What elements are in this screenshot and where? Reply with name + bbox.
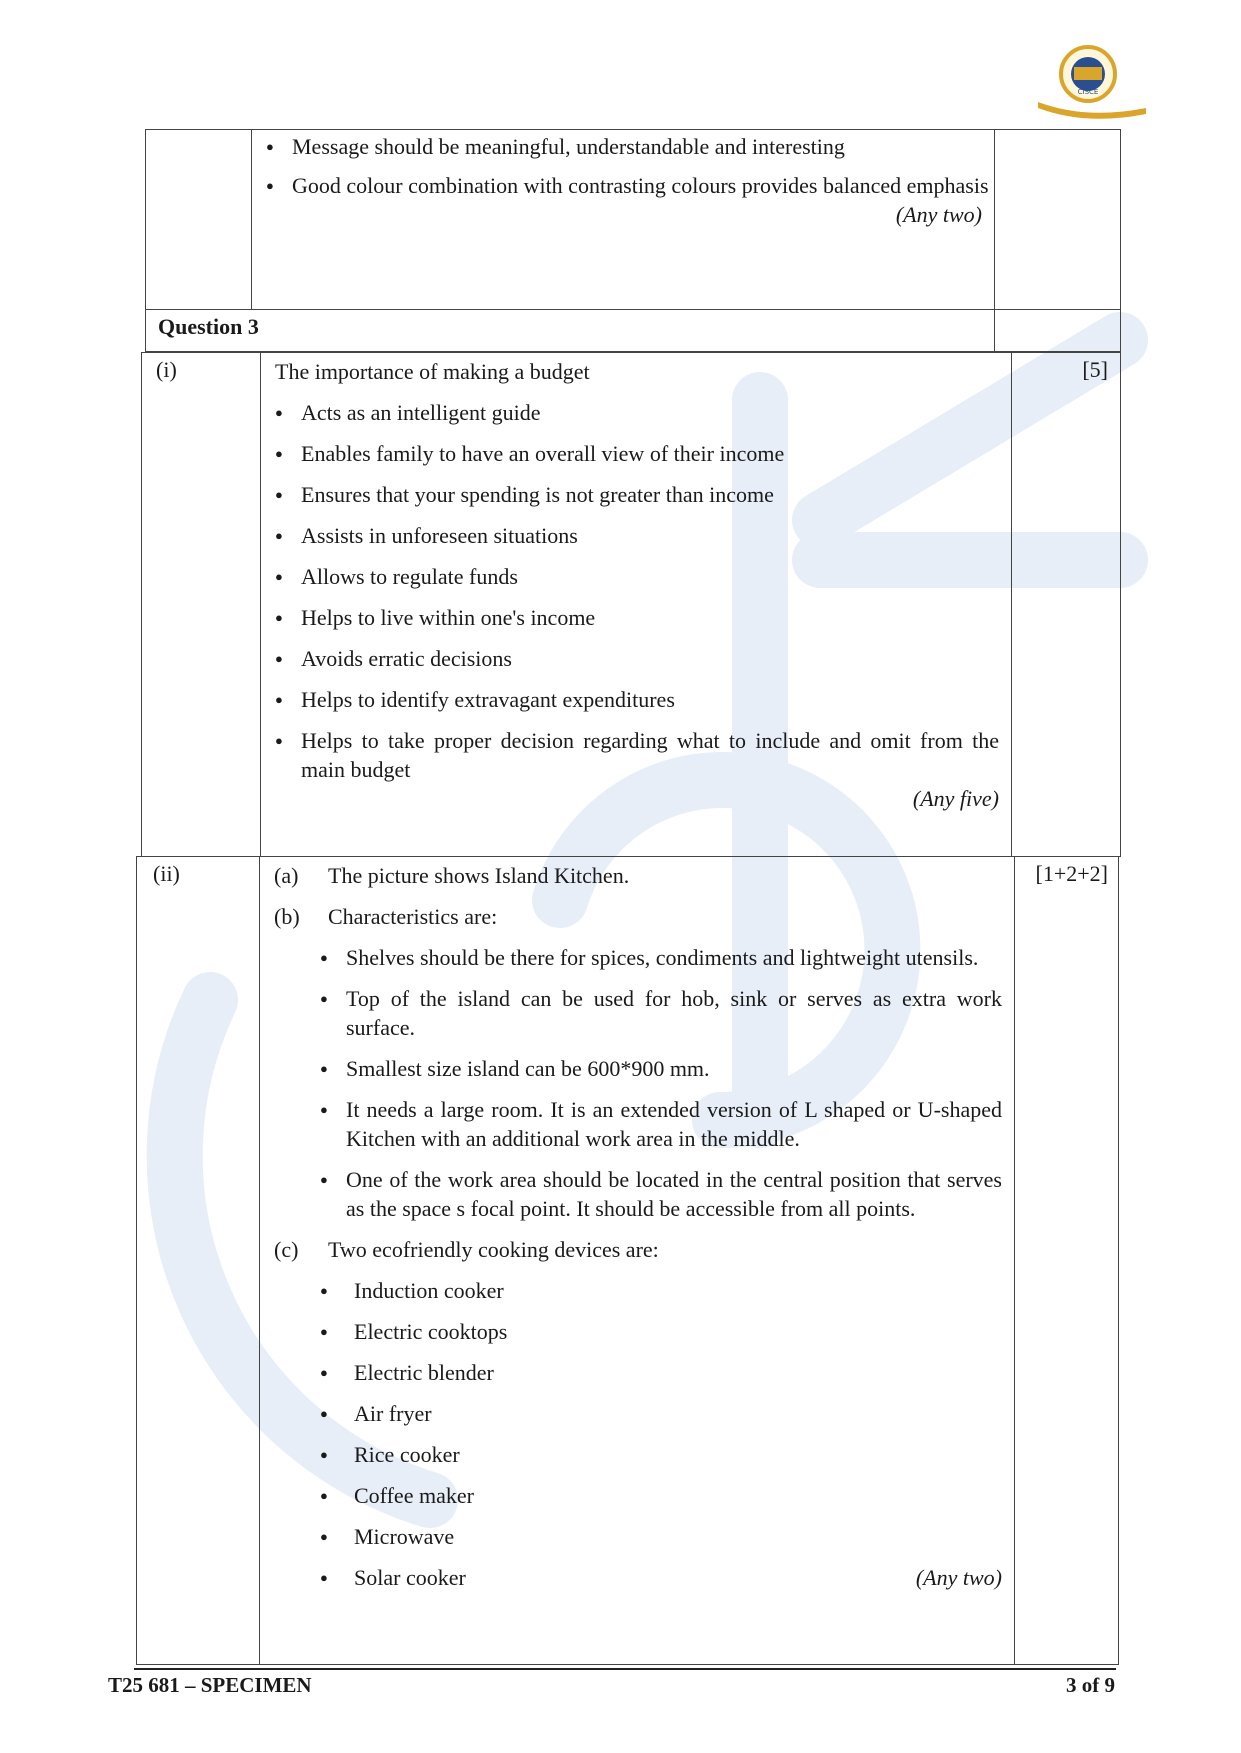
any-two-note: (Any two) [895,202,982,227]
list-item: ● Helps to take proper decision regarding what to include and omit from the main budget [261,726,1011,784]
sub-label: (b) [274,904,300,929]
list-item: ● Enables family to have an overall view of their income [261,439,1011,468]
paper-code: T25 681 – SPECIMEN [108,1673,312,1697]
list-item: ● Smallest size island can be 600*900 mm. [260,1054,1014,1083]
list-item: ● Good colour combination with contrasting colours provides balanced emphasis [252,171,994,200]
empty-label-cell [146,130,252,310]
any-five-note: (Any five) [912,786,999,811]
list-item: ● Electric cooktops [260,1317,1014,1346]
list-item: ● Allows to regulate funds [261,562,1011,591]
list-item: ● Message should be meaningful, understandable and interesting [252,132,994,161]
list-item: ● Induction cooker [260,1276,1014,1305]
empty-marks-cell [995,310,1121,352]
sub-text: Two ecofriendly cooking devices are: [328,1237,659,1262]
list-item: ● Electric blender [260,1358,1014,1387]
question-heading: Question 3 [146,310,995,352]
list-item: ● Ensures that your spending is not greater than income [261,480,1011,509]
part-label: (ii) [137,857,260,1665]
part-marks: [1+2+2] [1015,857,1119,1665]
list-item: ● Solar cooker [260,1563,1014,1592]
empty-marks-cell [995,130,1121,310]
list-item: ● Helps to live within one's income [261,603,1011,632]
list-item: ● Coffee maker [260,1481,1014,1510]
list-item: ● One of the work area should be located in the central position that serves as the space s focal point. It should be accessible from all points. [260,1165,1014,1223]
svg-text:CISCE: CISCE [1077,88,1099,96]
sub-label: (a) [274,863,299,888]
part-label: (i) [142,353,261,857]
list-item: ● Top of the island can be used for hob, sink or serves as extra work surface. [260,984,1014,1042]
sub-label: (c) [274,1237,299,1262]
part-ii-answer-cell [260,857,1015,1665]
part-ii-a [260,861,1014,890]
list-item: ● Acts as an intelligent guide [261,398,1011,427]
part-i-answer-cell [261,353,1012,857]
sub-text: Characteristics are: [328,904,498,929]
part-marks: [5] [1012,353,1121,857]
part-ii-c [260,1235,1014,1264]
sub-text: The picture shows Island Kitchen. [328,863,630,888]
list-item: ● Rice cooker [260,1440,1014,1469]
continued-answer-table [145,129,1121,352]
list-item: ● It needs a large room. It is an extended version of L shaped or U-shaped Kitchen with an additional work area in the middle. [260,1095,1014,1153]
part-ii-b [260,902,1014,931]
cisce-logo [1036,42,1148,120]
footer-rule [134,1668,1116,1670]
list-item: ● Helps to identify extravagant expenditures [261,685,1011,714]
any-two-note: (Any two) [915,1565,1002,1590]
list-item: ● Air fryer [260,1399,1014,1428]
question-3-part-i-table [141,352,1121,857]
page-number: 3 of 9 [1066,1673,1115,1697]
question-3-part-ii-table [136,856,1119,1665]
continued-answer-cell [252,130,995,310]
list-item: ● Avoids erratic decisions [261,644,1011,673]
last-item-row [260,1563,1014,1592]
part-i-intro: The importance of making a budget [275,359,590,384]
list-item: ● Shelves should be there for spices, condiments and lightweight utensils. [260,943,1014,972]
list-item: ● Assists in unforeseen situations [261,521,1011,550]
list-item: ● Microwave [260,1522,1014,1551]
